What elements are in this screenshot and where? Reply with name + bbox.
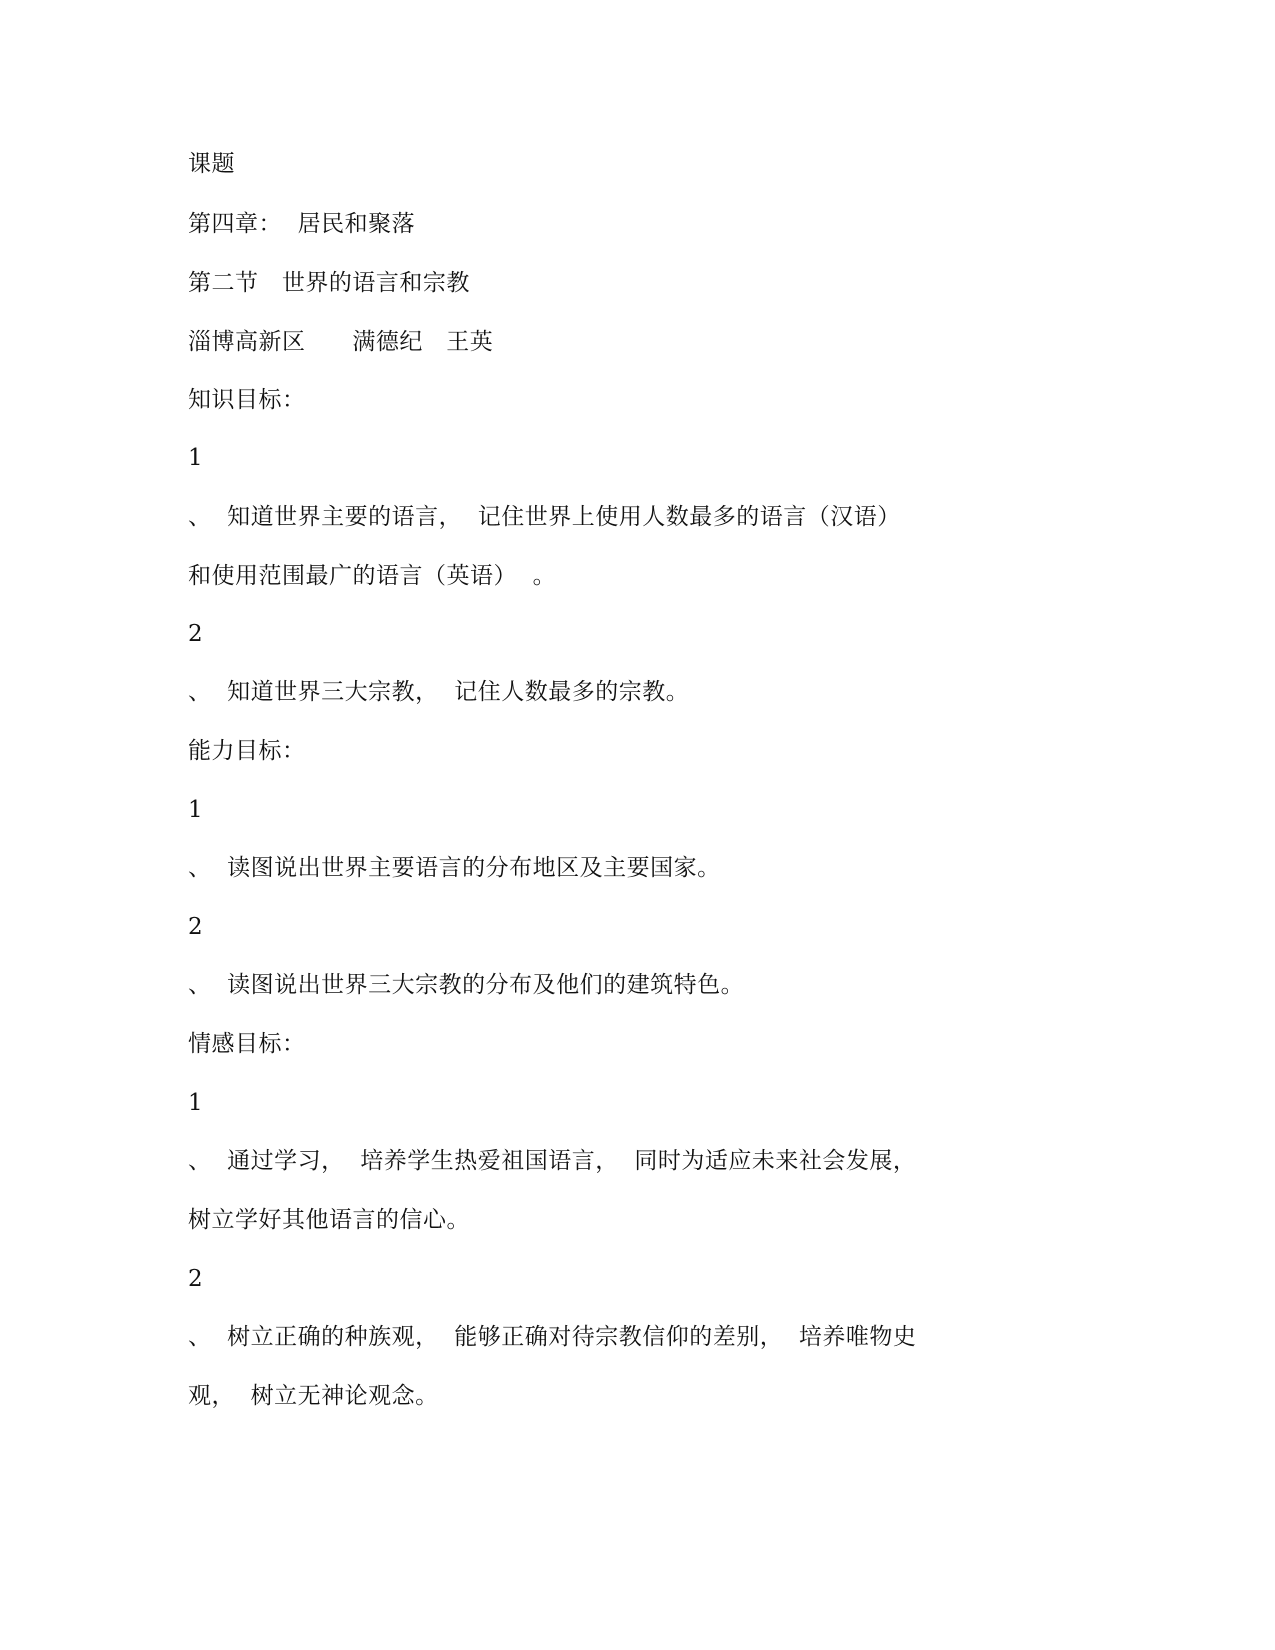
- list-item-text: 观， 树立无神论观念。: [188, 1383, 439, 1409]
- list-number: 2: [188, 621, 204, 647]
- list-item-text: 、 读图说出世界三大宗教的分布及他们的建筑特色。: [188, 972, 745, 998]
- chapter-title: 第四章： 居民和聚落: [188, 211, 416, 237]
- list-number: 1: [188, 1090, 204, 1116]
- list-item-text: 、 知道世界主要的语言， 记住世界上使用人数最多的语言（汉语）: [188, 504, 901, 530]
- lesson-label: 课题: [188, 151, 235, 177]
- list-number: 1: [188, 797, 204, 823]
- emotion-goals-heading: 情感目标：: [188, 1031, 306, 1057]
- list-item-text: 、 树立正确的种族观， 能够正确对待宗教信仰的差别， 培养唯物史: [188, 1324, 917, 1350]
- list-number: 2: [188, 914, 204, 940]
- author-line: 淄博高新区 满德纪 王英: [188, 329, 494, 355]
- list-item-text: 树立学好其他语言的信心。: [188, 1207, 470, 1233]
- ability-goals-heading: 能力目标：: [188, 738, 306, 764]
- list-item-text: 、 通过学习， 培养学生热爱祖国语言， 同时为适应未来社会发展，: [188, 1148, 917, 1174]
- section-title: 第二节 世界的语言和宗教: [188, 270, 470, 296]
- knowledge-goals-heading: 知识目标：: [188, 387, 306, 413]
- list-number: 2: [188, 1266, 204, 1292]
- list-item-text: 、 知道世界三大宗教， 记住人数最多的宗教。: [188, 679, 690, 705]
- list-number: 1: [188, 445, 204, 471]
- list-item-text: 、 读图说出世界主要语言的分布地区及主要国家。: [188, 855, 721, 881]
- list-item-text: 和使用范围最广的语言（英语） 。: [188, 563, 557, 589]
